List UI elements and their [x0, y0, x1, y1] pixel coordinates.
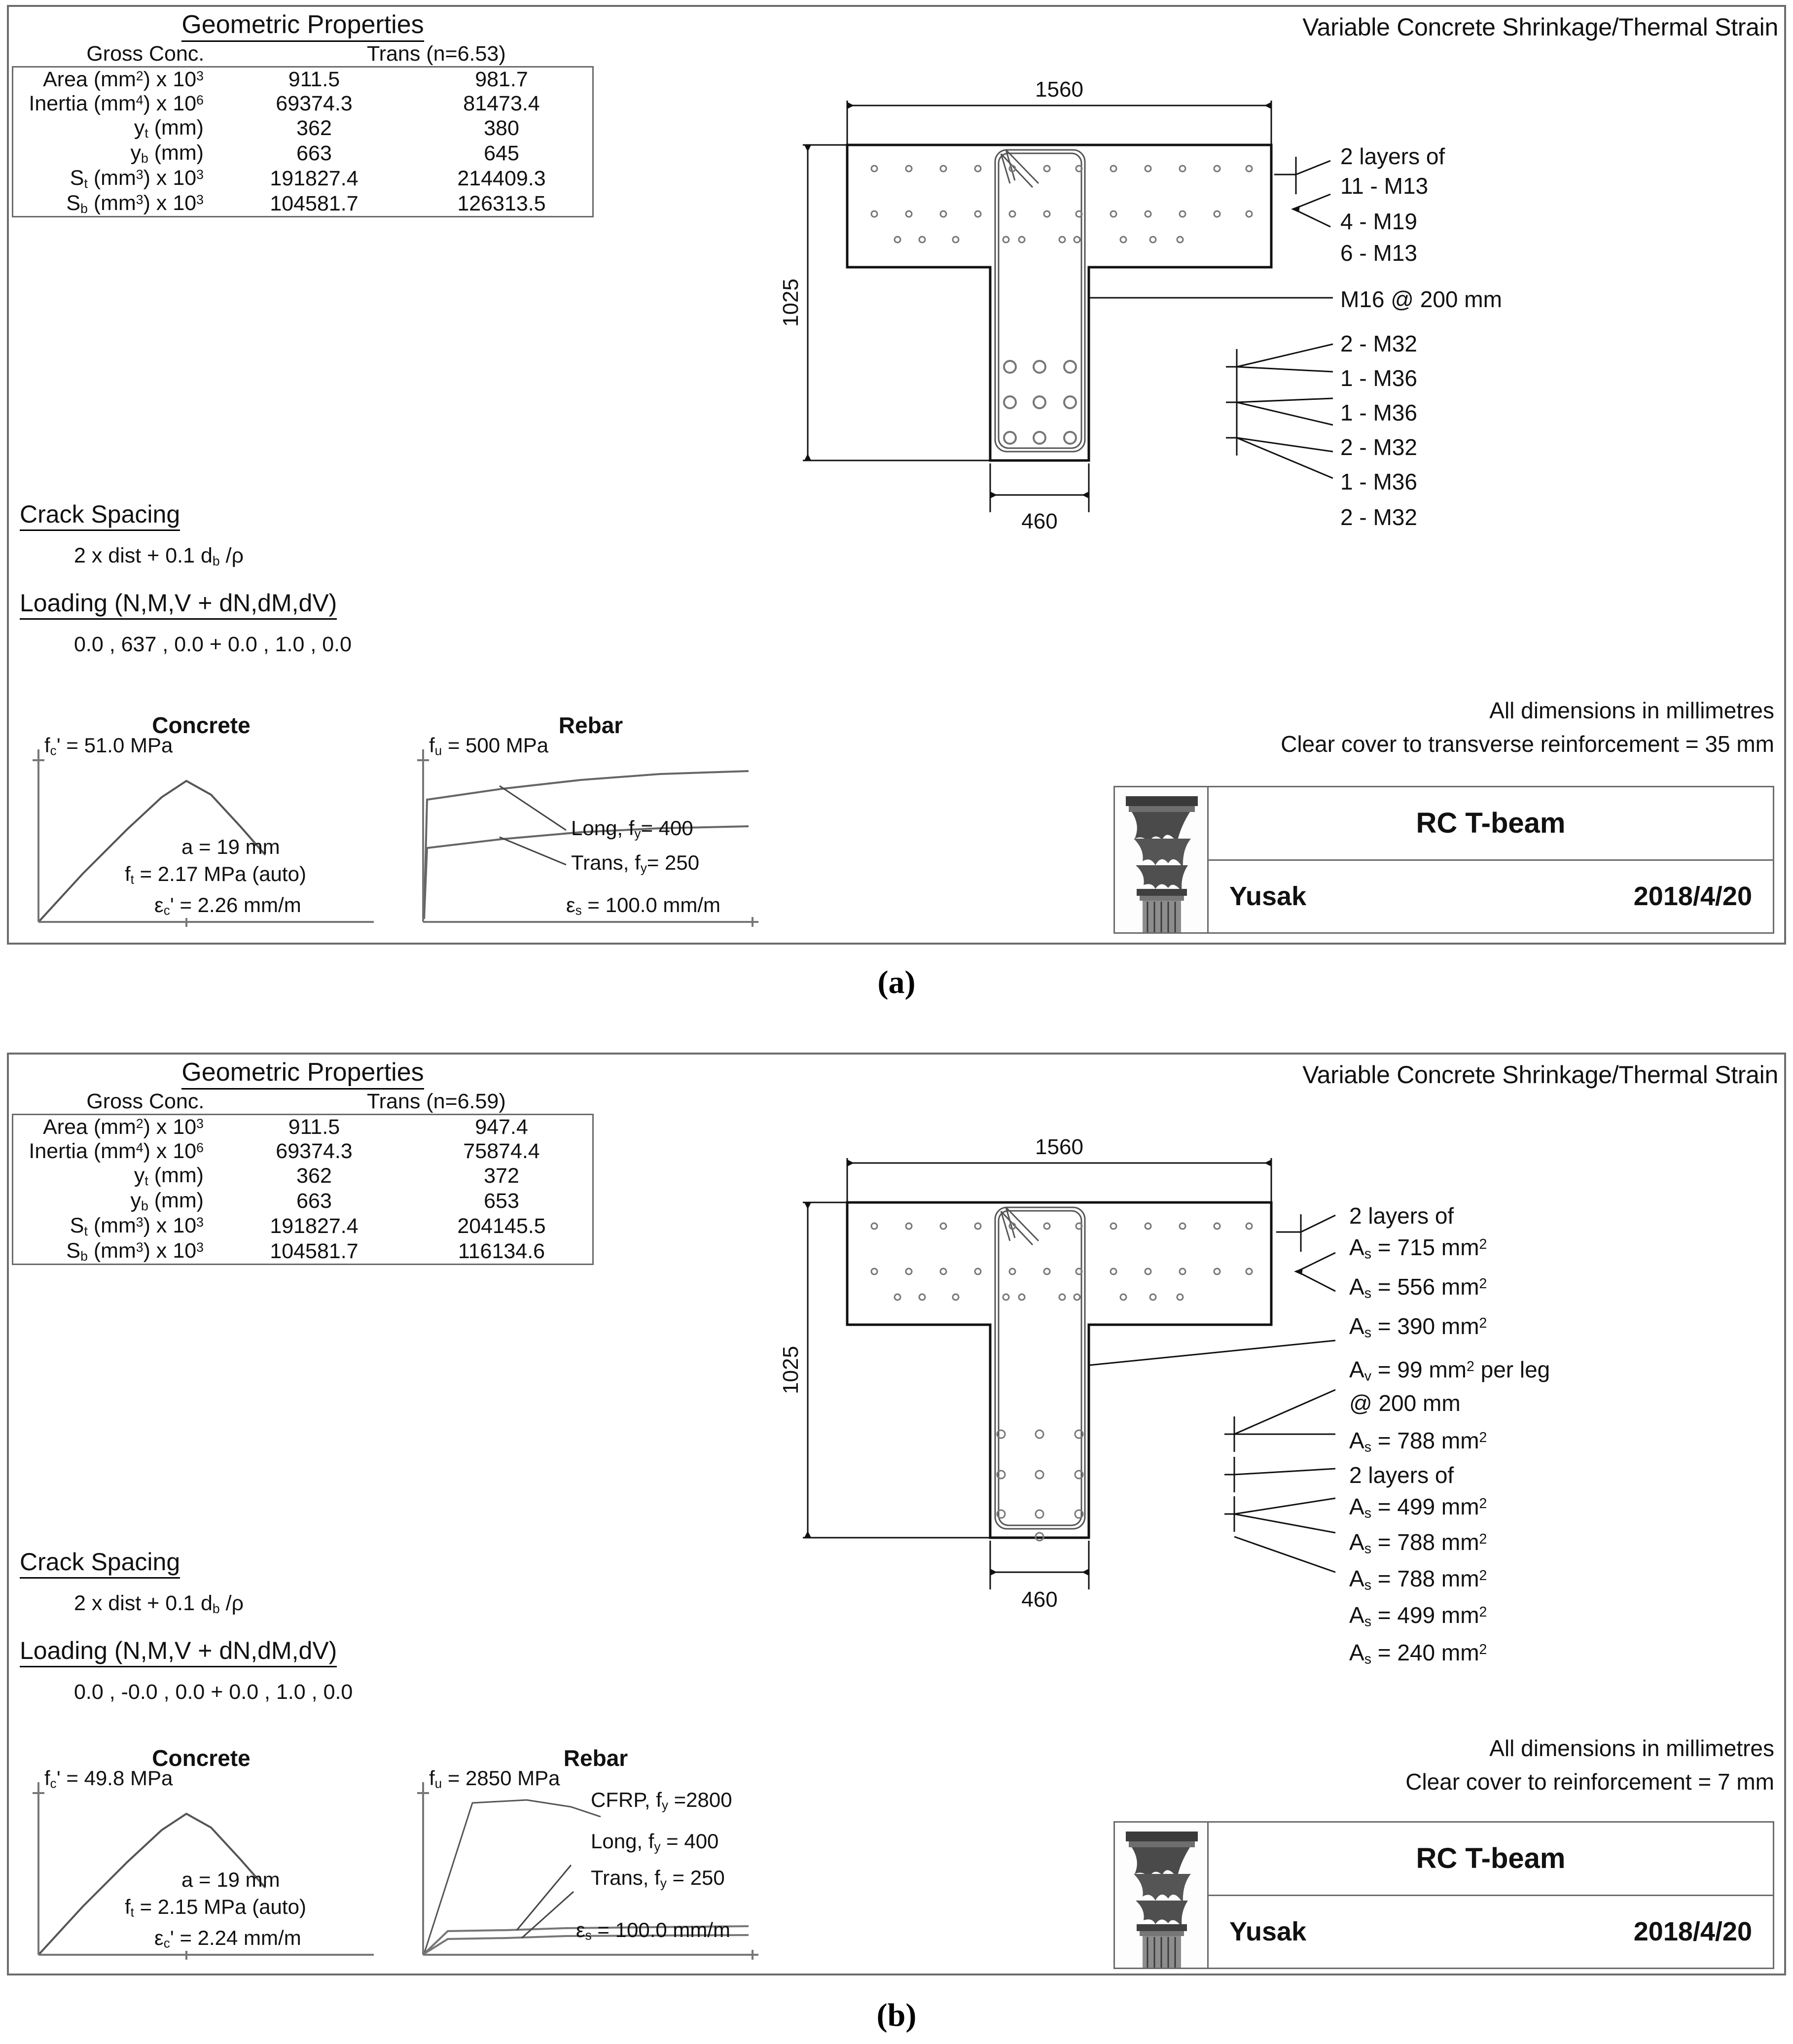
callout-b-9: $A_s = 240$ $mm^2$ [1349, 1640, 1487, 1667]
geo-col-trans-a: Trans (n=6.53) [367, 42, 506, 66]
geo-cell-gross: 69374.3 [276, 92, 353, 115]
panel-b-title-block [1113, 1821, 1774, 1969]
callout-a-9: 2 - M32 [1340, 504, 1417, 530]
dim-flange-width-b: 1560 [1035, 1135, 1083, 1159]
panel-b-concrete-chart [19, 1745, 384, 1971]
callout-b-2: $A_s = 390$ $mm^2$ [1349, 1313, 1487, 1341]
crack-spacing-formula-a: 2 x dist + 0.1 $d_b$ /ρ [74, 544, 244, 568]
panel-a-units-note: All dimensions in millimetres [1489, 698, 1774, 723]
rebar-curve-label-long-a: Long, $f_y= 400$ [571, 816, 693, 841]
author-name-b: Yusak [1229, 1917, 1307, 1947]
rebar-chart-title-b: Rebar [563, 1745, 628, 1771]
callout-b-3-l1: @ 200 mm [1349, 1390, 1461, 1416]
geo-table-box-b [12, 1114, 594, 1265]
geo-row-label: Area $(mm^2)$ x $10^3$ [43, 68, 204, 91]
rebar-curve-label-trans-a: Trans, $f_y= 250$ [571, 851, 700, 876]
callout-b-5-l1: $A_s = 499$ $mm^2$ [1349, 1494, 1487, 1521]
title-block-text-a [1209, 787, 1773, 932]
geo-col-gross-a: Gross Conc. [86, 42, 205, 66]
panel-a-concrete-chart [19, 712, 384, 938]
geo-cell-gross: 362 [296, 1163, 332, 1188]
panel-a-header: Variable Concrete Shrinkage/Thermal Strain [1302, 13, 1778, 41]
table-row [13, 191, 595, 216]
concrete-chart-title-b: Concrete [152, 1745, 251, 1771]
geo-cell-gross: 104581.7 [270, 1239, 359, 1263]
geo-cell-trans: 204145.5 [457, 1214, 546, 1238]
callout-b-5-l0: 2 layers of [1349, 1462, 1454, 1488]
geo-row-label: Inertia $(mm^4)$ x $10^6$ [29, 1139, 204, 1163]
concrete-ft-label-b: $f_t = 2.15$ MPa (auto) [125, 1895, 306, 1920]
loading-values-b: 0.0 , -0.0 , 0.0 + 0.0 , 1.0 , 0.0 [74, 1680, 353, 1704]
callout-a-5: 1 - M36 [1340, 365, 1417, 391]
table-row [13, 1189, 595, 1214]
loading-heading-a: Loading (N,M,V + dN,dM,dV) [20, 589, 337, 620]
crack-spacing-heading-a: Crack Spacing [20, 500, 180, 531]
callout-b-1: $A_s = 556$ $mm^2$ [1349, 1274, 1487, 1302]
geo-col-trans-b: Trans (n=6.59) [367, 1090, 506, 1113]
geo-cell-trans: 645 [484, 141, 519, 165]
concrete-eps-label-b: $\varepsilon_c' = 2.24$ mm/m [154, 1926, 301, 1951]
project-name-a: RC T-beam [1209, 787, 1773, 861]
crack-spacing-formula-b: 2 x dist + 0.1 $d_b$ /ρ [74, 1591, 244, 1616]
table-row [13, 92, 595, 116]
figure-caption-b: (b) [876, 1997, 917, 2033]
dim-total-depth-a: 1025 [779, 279, 803, 327]
drawing-panel-b [7, 1053, 1786, 1975]
callout-a-1: 4 - M19 [1340, 209, 1417, 234]
dim-flange-width-a: 1560 [1035, 77, 1083, 102]
corinthian-column-icon [1115, 787, 1209, 932]
geo-row-label: $y_t$ (mm) [134, 1163, 204, 1188]
project-name-b: RC T-beam [1209, 1823, 1773, 1896]
web-bottom-bars-b [997, 1430, 1083, 1541]
figure-caption-a: (a) [877, 964, 916, 1000]
rebar-curve-label-long-b: Long, $f_y = 400$ [591, 1830, 719, 1854]
panel-a-cover-note: Clear cover to transverse reinforcement = 35 mm [1281, 731, 1774, 757]
callout-b-6: $A_s = 788$ $mm^2$ [1349, 1529, 1487, 1557]
geo-cell-gross: 911.5 [288, 68, 340, 91]
geo-cell-gross: 362 [296, 116, 332, 140]
rebar-eps-label-b: $\varepsilon_s = 100.0$ mm/m [576, 1918, 731, 1943]
panel-b-loading [20, 1636, 353, 1704]
rebar-curve-label-cfrp-b: CFRP, $f_y =2800$ [591, 1788, 732, 1813]
drawing-date-b: 2018/4/20 [1633, 1917, 1752, 1947]
geo-cell-trans: 380 [484, 116, 519, 140]
geo-cell-trans: 81473.4 [463, 92, 540, 115]
table-row [13, 1239, 595, 1264]
panel-a-crack-spacing [20, 500, 244, 569]
table-row [13, 1115, 595, 1139]
callout-a-6: 1 - M36 [1340, 400, 1417, 425]
callout-b-3-l0: $A_v = 99$ $mm^2$ per leg [1349, 1357, 1550, 1384]
geo-cell-trans: 75874.4 [463, 1139, 540, 1163]
geo-cell-gross: 191827.4 [270, 166, 359, 190]
geo-cell-trans: 126313.5 [457, 191, 546, 215]
rebar-chart-title-a: Rebar [558, 712, 623, 738]
flange-bars-row1-a [871, 166, 1252, 172]
geo-cell-gross: 191827.4 [270, 1214, 359, 1238]
rebar-eps-label-a: $\varepsilon_s = 100.0$ mm/m [566, 893, 721, 918]
geo-row-label: $y_b$ (mm) [130, 1188, 204, 1213]
callout-a-8: 1 - M36 [1340, 469, 1417, 494]
dim-web-width-a: 460 [1021, 509, 1058, 533]
callout-b-7: $A_s = 788$ $mm^2$ [1349, 1566, 1487, 1593]
geo-cell-trans: 947.4 [475, 1115, 528, 1139]
concrete-a-label-a: a = 19 mm [181, 835, 280, 858]
geo-title-a: Geometric Properties [181, 10, 424, 42]
callout-b-4: $A_s = 788$ $mm^2$ [1349, 1428, 1487, 1455]
flange-bars-row2-b [871, 1269, 1252, 1274]
title-block-text-b [1209, 1823, 1773, 1968]
dim-web-width-b: 460 [1021, 1587, 1058, 1612]
concrete-eps-label-a: $\varepsilon_c' = 2.26$ mm/m [154, 893, 301, 918]
geo-title-b: Geometric Properties [181, 1057, 424, 1090]
concrete-fc-label-a: $f_c' = 51.0$ MPa [44, 734, 173, 758]
loading-values-a: 0.0 , 637 , 0.0 + 0.0 , 1.0 , 0.0 [74, 633, 352, 656]
geo-row-label: $y_b$ (mm) [130, 141, 204, 166]
table-row [13, 116, 595, 141]
panel-a-geometric-properties [12, 10, 594, 217]
geo-row-label: $S_t$ $(mm^3)$ x $10^3$ [70, 166, 204, 191]
panel-b-geometric-properties [12, 1057, 594, 1265]
flange-bars-row1-b [871, 1223, 1252, 1229]
geo-cell-trans: 981.7 [475, 68, 528, 91]
callout-a-0-l1: 11 - M13 [1340, 173, 1429, 199]
table-row [13, 1163, 595, 1189]
web-bottom-bars-a [1004, 361, 1076, 444]
geo-row-label: $S_b$ $(mm^3)$ x $10^3$ [66, 191, 204, 216]
panel-b-units-note: All dimensions in millimetres [1489, 1735, 1774, 1761]
column-logo-b [1115, 1823, 1209, 1968]
drawing-panel-a [7, 5, 1786, 945]
table-row [13, 1139, 595, 1163]
panel-b-crack-spacing [20, 1548, 244, 1617]
geo-row-label: Area $(mm^2)$ x $10^3$ [43, 1115, 204, 1139]
callout-a-0-l0: 2 layers of [1340, 143, 1445, 169]
column-logo-a [1115, 787, 1209, 932]
callout-b-0-l1: $A_s = 715$ $mm^2$ [1349, 1234, 1487, 1262]
flange-bars-row3-b [895, 1294, 1183, 1300]
concrete-ft-label-a: $f_t = 2.17$ MPa (auto) [125, 862, 306, 887]
geo-cell-trans: 116134.6 [458, 1239, 545, 1263]
concrete-chart-title-a: Concrete [152, 712, 251, 738]
callout-b-0-l0: 2 layers of [1349, 1203, 1454, 1229]
rebar-fu-label-b: $f_u = 2850$ MPa [429, 1766, 560, 1791]
table-row [13, 141, 595, 166]
geo-cell-gross: 663 [296, 1189, 332, 1213]
geo-row-label: $S_b$ $(mm^3)$ x $10^3$ [66, 1238, 204, 1264]
concrete-a-label-b: a = 19 mm [181, 1868, 280, 1891]
geo-cell-gross: 911.5 [288, 1115, 340, 1139]
callout-a-4: 2 - M32 [1340, 331, 1417, 356]
geo-cell-trans: 372 [484, 1163, 519, 1188]
geo-rows-a [13, 68, 595, 216]
panel-a-title-block [1113, 786, 1774, 934]
callout-a-7: 2 - M32 [1340, 434, 1417, 460]
geo-cell-gross: 104581.7 [270, 191, 359, 215]
panel-a-loading [20, 589, 352, 657]
geo-cell-trans: 653 [484, 1189, 519, 1213]
callout-b-8: $A_s = 499$ $mm^2$ [1349, 1602, 1487, 1630]
dim-total-depth-b: 1025 [779, 1346, 803, 1394]
concrete-fc-label-b: $f_c' = 49.8$ MPa [44, 1766, 173, 1791]
panel-a-rebar-chart [403, 712, 778, 938]
geo-table-box-a [12, 66, 594, 217]
drawing-date-a: 2018/4/20 [1633, 881, 1752, 912]
flange-bars-row3-a [895, 237, 1183, 243]
rebar-fu-label-a: $f_u = 500$ MPa [429, 734, 549, 758]
corinthian-column-icon [1115, 1823, 1209, 1968]
callout-a-2: 6 - M13 [1340, 240, 1417, 266]
loading-heading-b: Loading (N,M,V + dN,dM,dV) [20, 1636, 337, 1667]
geo-cell-gross: 69374.3 [276, 1139, 353, 1163]
geo-cell-gross: 663 [296, 141, 332, 165]
table-row [13, 1214, 595, 1239]
geo-rows-b [13, 1115, 595, 1264]
geo-row-label: Inertia $(mm^4)$ x $10^6$ [29, 92, 204, 115]
panel-b-rebar-chart [403, 1745, 788, 1971]
panel-b-header: Variable Concrete Shrinkage/Thermal Strain [1302, 1061, 1778, 1089]
rebar-curve-label-trans-b: Trans, $f_y = 250$ [591, 1866, 725, 1891]
panel-b-cover-note: Clear cover to reinforcement = 7 mm [1405, 1769, 1774, 1795]
geo-row-label: $S_t$ $(mm^3)$ x $10^3$ [70, 1213, 204, 1238]
table-row [13, 68, 595, 92]
crack-spacing-heading-b: Crack Spacing [20, 1548, 180, 1579]
geo-row-label: $y_t$ (mm) [134, 116, 204, 141]
table-row [13, 166, 595, 191]
geo-col-gross-b: Gross Conc. [86, 1090, 205, 1113]
flange-bars-row2-a [871, 211, 1252, 217]
geo-cell-trans: 214409.3 [457, 166, 546, 190]
author-name-a: Yusak [1229, 881, 1307, 912]
callout-a-3: M16 @ 200 mm [1340, 286, 1502, 312]
